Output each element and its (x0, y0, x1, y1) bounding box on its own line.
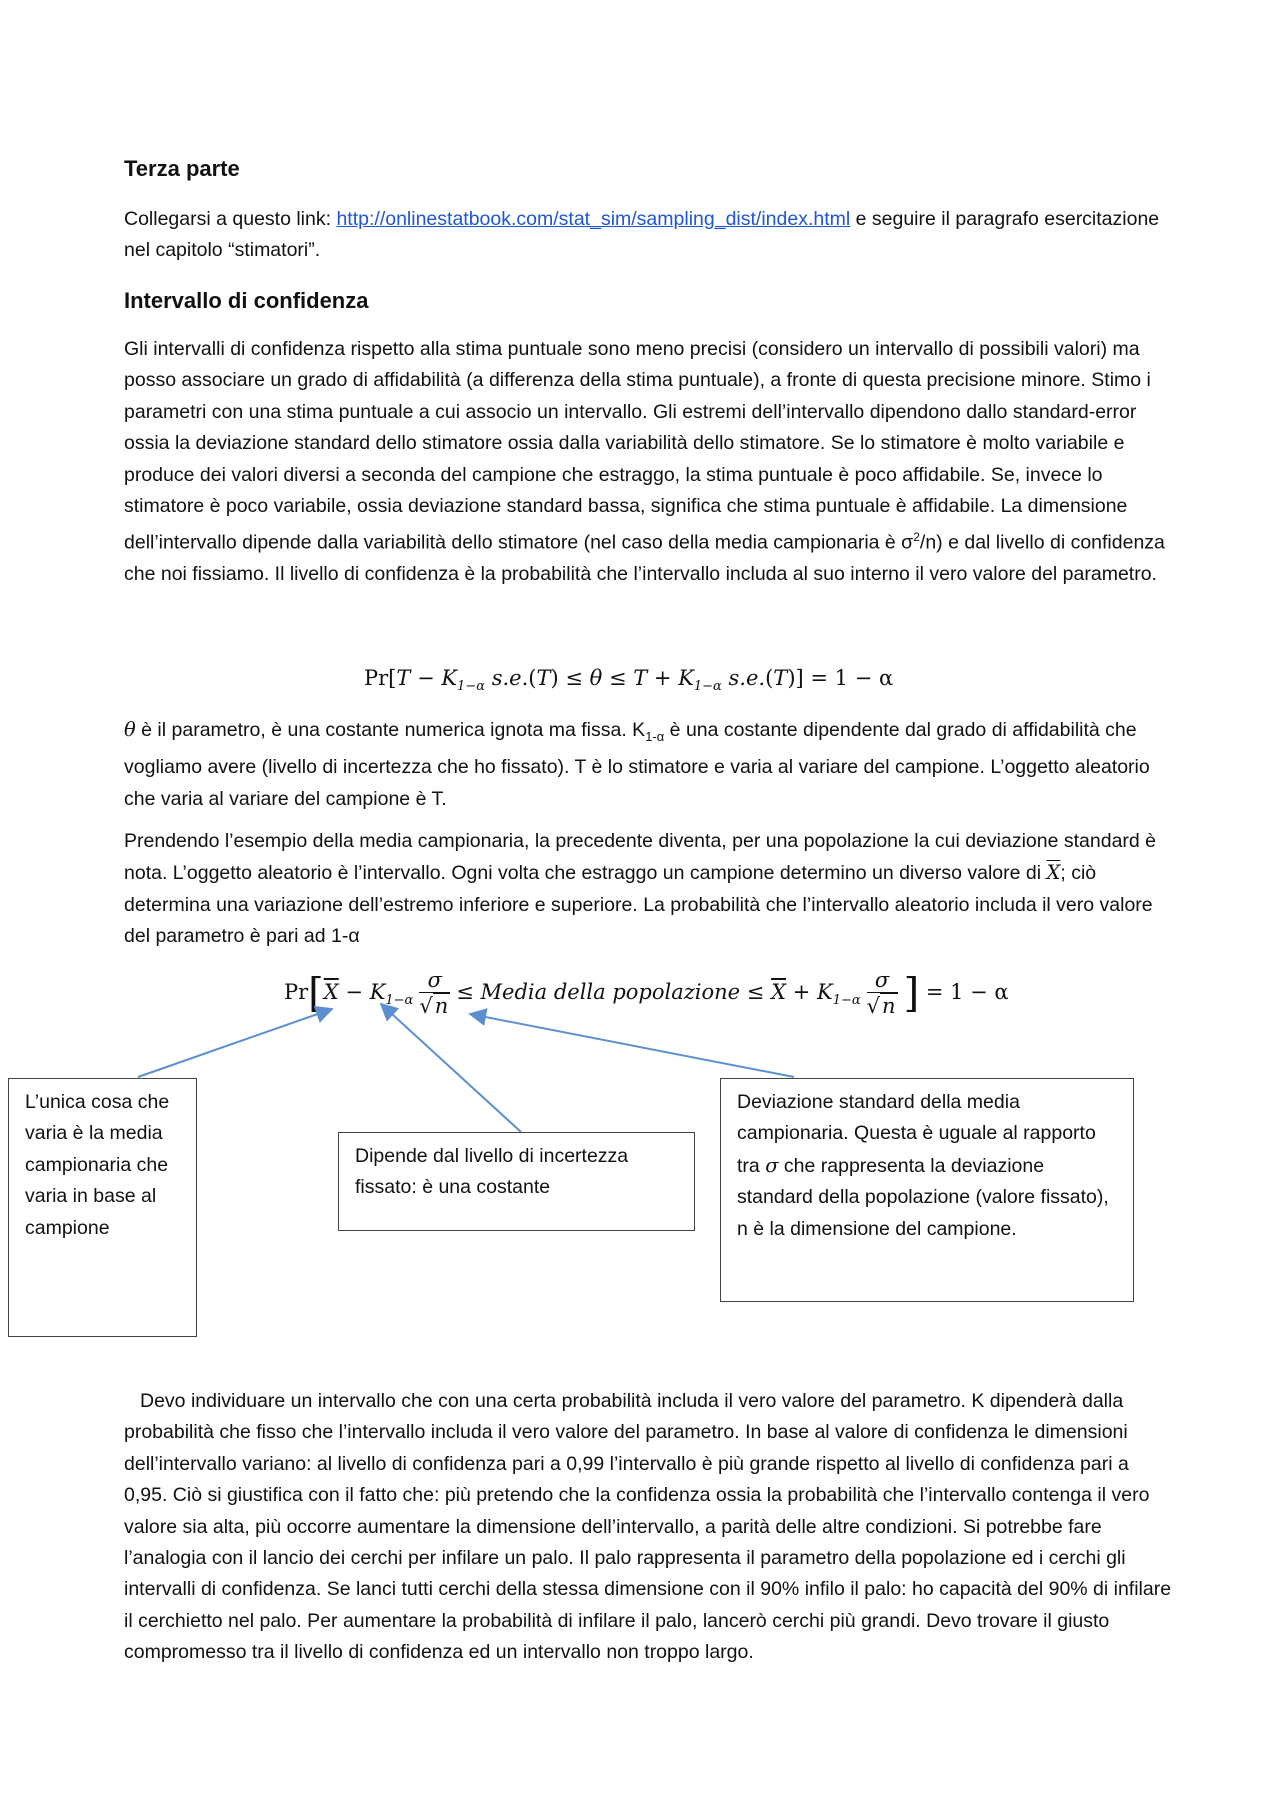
formula1-k-sub: 1−α (457, 679, 485, 695)
annotation-right-text-2: che rappresenta la deviazione standard della popolazione (valore fissato), n è la dimensione del campione. (737, 1154, 1109, 1240)
x-bar-symbol: $\overline{X}$ (1046, 861, 1061, 885)
paragraph-theta-text-1: è il parametro, è una costante numerica ignota ma fissa. K (135, 719, 646, 741)
annotation-box-media-campionaria: L’unica cosa che varia è la media campionaria che varia in base al campione (8, 1078, 197, 1337)
sigma-squared-exponent: 2 (913, 530, 920, 545)
k-subscript: 1-α (645, 728, 665, 744)
annotation-box-costante: Dipende dal livello di incertezza fissato: è una costante (338, 1132, 695, 1231)
formula2-pr: Pr (284, 980, 309, 1004)
formula2-n: n (434, 994, 449, 1018)
formula-confidence-general: $Pr[T - K_{1-\alpha}$ $s.e.(T) \le \theta \le T + K_{1-\alpha}$ s.e.(T)] = 1 − α (364, 666, 894, 695)
formula2-rhs: 1 − α (950, 980, 1009, 1004)
paragraph-theta-text-2: è una costante dipendente dal grado di affidabilità che vogliamo avere (livello di incertezza che ho fissato). T è lo stimatore e varia al variare del campione. L’oggetto aleatorio che varia al variare del campione è T. (124, 719, 1150, 810)
closing-paragraph: Devo individuare un intervallo che con una certa probabilità includa il vero valore del parametro. K dipenderà dalla probabilità che fisso che l’intervallo includa il vero valore del parametro. In base al valore di confidenza le dimensioni dell’intervallo variano: al livello di confidenza pari a 0,99 l’intervallo è più grande rispetto al livello di confidenza pari a 0,95. Ciò si giustifica con il fatto che: più pretendo che la confidenza ossia la probabilità che l’intervallo contenga il vero valore sia alta, più occorre aumentare la dimensione dell’intervallo, a parità delle altre condizioni. Si potrebbe fare l’analogia con il lancio dei cerchi per infilare un palo. Il palo rappresenta il parametro della popolazione ed i cerchi gli intervalli di confidenza. Se lanci tutti cerchi della stessa dimensione con il 90% infilo il palo: ho capacità del 90% di infilare il cerchietto nel palo. Per aumentare la probabilità di infilare il palo, lancerò cerchi più grandi. Devo trovare il giusto compromesso tra il livello di confidenza ed un intervallo non troppo largo. (124, 1390, 1172, 1664)
formula1-pr: Pr (364, 666, 389, 690)
formula2-fraction-left: $\frac{\sigma}{√n}$ (419, 968, 449, 1018)
intro-text-before-link: Collegarsi a questo link: (124, 208, 337, 230)
formula2-fraction-right: $\frac{\sigma}{√n}$ (866, 968, 896, 1018)
formula1-k: K (441, 666, 458, 690)
formula2-middle-text: Media della popolazione (480, 980, 741, 1004)
section-title-terza-parte: Terza parte (124, 156, 240, 181)
arrow-to-sigma-sqrt-n (470, 1014, 794, 1077)
annotation-right-text-1: Deviazione standard della media campionaria. Questa è uguale al rapporto tra (737, 1091, 1096, 1177)
annotation-box-deviazione-standard (720, 1078, 1134, 1302)
formula1-se: s.e. (491, 666, 529, 690)
formula-confidence-mean: $Pr[\overline{X} - K_{1-\alpha}$ $\frac{\sigma}{√n}$ ≤ Media della popolazione ≤ $\overline{X} + K_{1-\alpha}$ $\frac{\sigma}{√n}$ ] = 1 − α (284, 968, 1009, 1018)
formula2-xbar: $\overline{X}$ (323, 980, 339, 1004)
formula1-theta: θ (589, 666, 603, 690)
paragraph-intervalli-text-2: /n) e dal livello di confidenza che noi fissiamo. Il livello di confidenza è la probabilità che l’intervallo includa al suo interno il vero valore del parametro. (124, 531, 1165, 586)
section-title-intervallo: Intervallo di confidenza (124, 288, 369, 313)
formula2-k: K (369, 980, 386, 1004)
paragraph-intervalli-text-1: Gli intervalli di confidenza rispetto alla stima puntuale sono meno precisi (considero un intervallo di possibili valori) ma posso associare un grado di affidabilità (a differenza della stima puntuale), a fronte di questa precisione minore. Stimo i parametri con una stima puntuale a cui associo un intervallo. Gli estremi dell’intervallo dipendono dallo standard-error ossia la deviazione standard dello stimatore ossia dalla variabilità dello stimatore. Se lo stimatore è molto variabile e produce dei valori diversi a seconda del campione che estraggo, la stima puntuale è poco affidabile. Se, invece lo stimatore è poco variabile, ossia deviazione standard bassa, significa che stima puntuale è affidabile. La dimensione dell’intervallo dipende dalla variabilità dello stimatore (nel caso della media campionaria è σ (124, 338, 1151, 554)
formula1-t: T (396, 666, 411, 690)
onlinestatbook-link[interactable]: http://onlinestatbook.com/stat_sim/sampling_dist/index.html (336, 208, 851, 230)
formula1-rhs: 1 − α (834, 666, 894, 690)
formula2-k-sub: 1−α (385, 993, 414, 1009)
annotation-right-sigma: σ (765, 1153, 779, 1177)
arrow-to-k (381, 1004, 521, 1132)
arrow-to-xbar (138, 1009, 332, 1077)
paragraph-media-text-1: Prendendo l’esempio della media campionaria, la precedente diventa, per una popolazione la cui deviazione standard è nota. L’oggetto aleatorio è l’intervallo. Ogni volta che estraggo un campione determino un diverso valore di (124, 830, 1157, 885)
intro-text-after-link: e seguire il paragrafo esercitazione nel capitolo “stimatori”. (124, 208, 1160, 262)
theta-symbol: θ (124, 718, 136, 741)
paragraph-media-text-2: ; ciò determina una variazione dell’estremo inferiore e superiore. La probabilità che l’intervallo aleatorio includa il vero valore del parametro è pari ad 1-α (124, 862, 1153, 948)
formula2-sigma: σ (427, 968, 442, 992)
